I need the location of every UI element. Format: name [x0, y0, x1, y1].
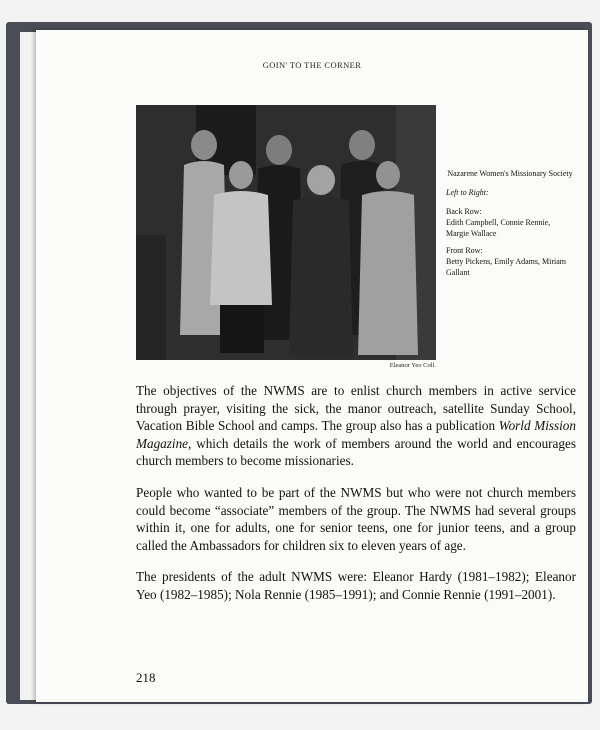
caption-back-row-names: Edith Campbell, Connie Rennie, Margie Wallace — [446, 218, 551, 238]
paragraph-objectives-part-b: , which details the work of members around the world and encourages church members to become missionaries. — [136, 435, 576, 469]
caption-title: Nazarene Women's Missionary Society — [447, 169, 573, 178]
caption-back-row-label: Back Row: — [446, 207, 482, 216]
photo-block — [136, 105, 436, 370]
photo-caption — [446, 168, 574, 284]
paragraph-associate-members: People who wanted to be part of the NWMS but who were not church members could become “associate” members of the group. The NWMS had several groups within it, one for adults, one for senior teens, one for junior teens, and a group called the Ambassadors for children six to eleven years of age. — [136, 484, 576, 553]
body-text — [136, 382, 576, 618]
caption-front-row-label: Front Row: — [446, 246, 483, 255]
paragraph-objectives-part-a: The objectives of the NWMS are to enlist church members in active service through prayer, visiting the sick, the manor outreach, satellite Sunday School, Vacation Bible School and camps. The group also has a publication — [136, 383, 576, 434]
book-page — [36, 30, 588, 702]
magazine-title: World Mission Magazine — [136, 418, 576, 451]
caption-left-to-right: Left to Right: — [446, 188, 489, 197]
paragraph-objectives — [136, 382, 576, 470]
photo-credit: Eleanor Yeo Coll. — [389, 362, 436, 369]
group-photo-illustration — [136, 105, 436, 360]
page-number: 218 — [136, 670, 156, 685]
running-head: GOIN' TO THE CORNER — [262, 60, 362, 70]
caption-front-row-names: Betty Pickens, Emily Adams, Miriam Gallant — [446, 257, 566, 277]
paragraph-presidents: The presidents of the adult NWMS were: Eleanor Hardy (1981–1982); Eleanor Yeo (1982–1985); Nola Rennie (1985–1991); and Connie Rennie (1991–2001). — [136, 569, 576, 602]
group-photo — [136, 105, 436, 360]
